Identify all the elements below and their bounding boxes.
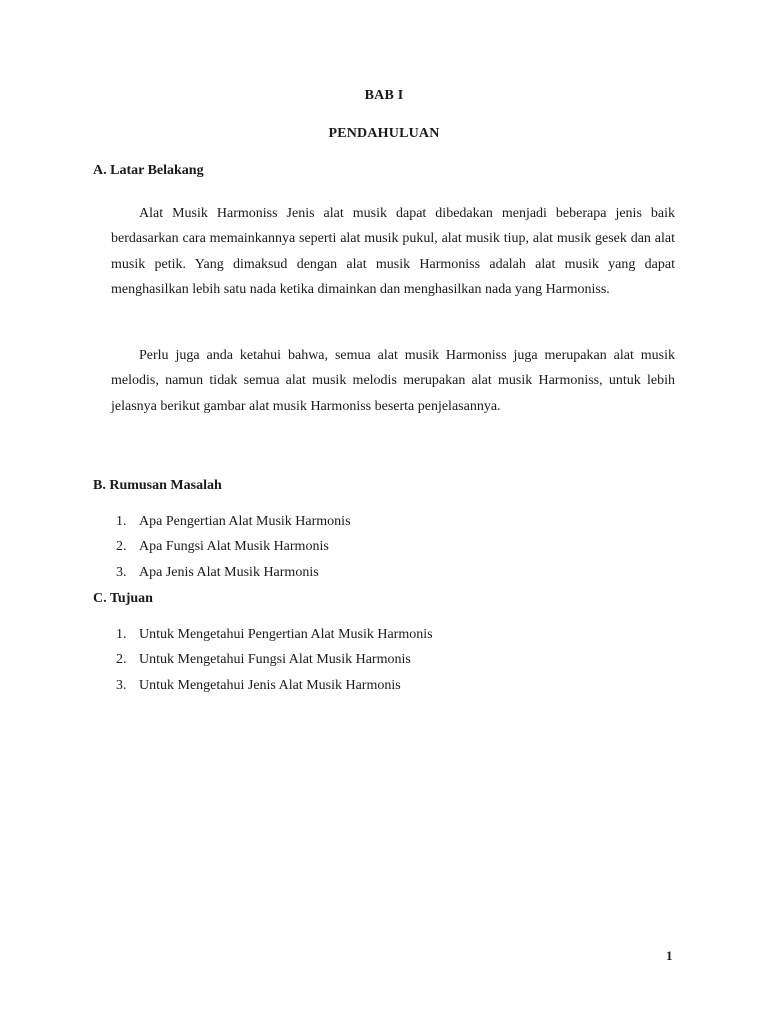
list-item: 2. Untuk Mengetahui Fungsi Alat Musik Harmonis	[116, 652, 411, 668]
background-paragraph-1: Alat Musik Harmoniss Jenis alat musik dapat dibedakan menjadi beberapa jenis baik berdasarkan cara memainkannya seperti alat musik pukul, alat musik tiup, alat musik gesek dan alat musik petik. Yang dimaksud dengan alat musik Harmoniss adalah alat musik yang dapat menghasilkan lebih satu nada ketika dimainkan dan menghasilkan nada yang Harmoniss.	[111, 206, 675, 297]
list-item: 1. Apa Pengertian Alat Musik Harmonis	[116, 514, 351, 529]
problem-list	[111, 509, 351, 585]
list-item: 3. Untuk Mengetahui Jenis Alat Musik Harmonis	[116, 677, 401, 693]
list-item: 3. Apa Jenis Alat Musik Harmonis	[116, 564, 319, 580]
list-item: 1. Untuk Mengetahui Pengertian Alat Musik Harmonis	[116, 627, 433, 642]
background-paragraph-2: Perlu juga anda ketahui bahwa, semua alat musik Harmoniss juga merupakan alat musik melodis, namun tidak semua alat musik melodis merupakan alat musik Harmoniss, untuk lebih jelasnya berikut gambar alat musik Harmoniss beserta penjelasannya.	[111, 348, 675, 414]
chapter-label: BAB I	[364, 88, 404, 103]
chapter-title: PENDAHULUAN	[328, 126, 440, 141]
section-a-heading: A. Latar Belakang	[93, 163, 204, 178]
page-number: 1	[666, 948, 673, 963]
list-item: 2. Apa Fungsi Alat Musik Harmonis	[116, 539, 329, 555]
goal-list	[111, 622, 433, 698]
section-c-heading: C. Tujuan	[93, 591, 153, 606]
section-b-heading: B. Rumusan Masalah	[93, 478, 222, 493]
